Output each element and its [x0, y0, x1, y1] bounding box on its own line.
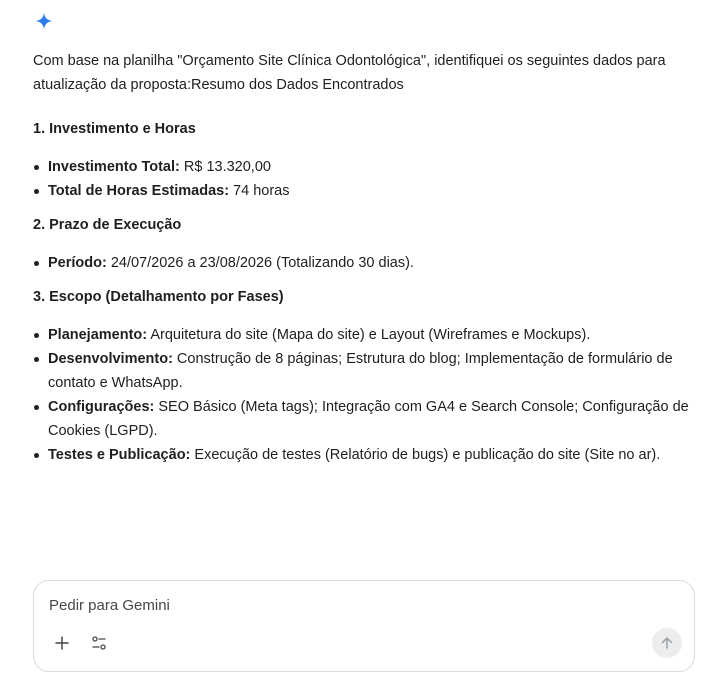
item-label: Total de Horas Estimadas: [48, 183, 230, 199]
list-item [33, 323, 698, 347]
plus-icon[interactable] [54, 635, 70, 651]
list-item [33, 251, 698, 275]
prompt-input[interactable]: Pedir para Gemini [49, 597, 170, 614]
section-prazo [33, 213, 698, 275]
section-list [33, 155, 698, 203]
send-button[interactable] [652, 628, 682, 658]
item-text: Construção de 8 páginas; Estrutura do blog; Implementação de formulário de contato e WhatsApp. [48, 351, 673, 391]
section-escopo [33, 285, 698, 467]
item-label: Testes e Publicação: [48, 447, 191, 463]
list-item [33, 155, 698, 179]
item-text: Arquitetura do site (Mapa do site) e Layout (Wireframes e Mockups). [147, 327, 591, 343]
send-arrow-up-icon [660, 636, 674, 650]
tools-icon[interactable] [91, 635, 107, 651]
item-text: 24/07/2026 a 23/08/2026 (Totalizando 30 dias). [106, 255, 414, 271]
item-label: Desenvolvimento: [48, 351, 173, 367]
section-investimento [33, 117, 698, 203]
gemini-spark-icon [35, 12, 53, 30]
list-item [33, 395, 698, 443]
item-text: 74 horas [229, 183, 290, 199]
section-title: 2. Prazo de Execução [33, 217, 182, 233]
response-intro: Com base na planilha "Orçamento Site Clínica Odontológica", identifiquei os seguintes dados para atualização da proposta:Resumo dos Dados Encontrados [33, 53, 666, 93]
list-item [33, 443, 698, 467]
item-text: R$ 13.320,00 [179, 159, 271, 175]
prompt-composer[interactable] [33, 580, 695, 672]
item-label: Configurações: [48, 399, 155, 415]
item-label: Período: [48, 255, 107, 271]
item-label: Planejamento: [48, 327, 148, 343]
item-text: SEO Básico (Meta tags); Integração com GA4 e Search Console; Configuração de Cookies (LGPD). [48, 399, 689, 439]
item-text: Execução de testes (Relatório de bugs) e publicação do site (Site no ar). [190, 447, 661, 463]
section-title: 3. Escopo (Detalhamento por Fases) [33, 289, 284, 305]
item-label: Investimento Total: [48, 159, 180, 175]
section-list [33, 323, 698, 467]
section-title: 1. Investimento e Horas [33, 121, 196, 137]
list-item [33, 347, 698, 395]
section-list [33, 251, 698, 275]
list-item [33, 179, 698, 203]
response-container [33, 12, 698, 477]
